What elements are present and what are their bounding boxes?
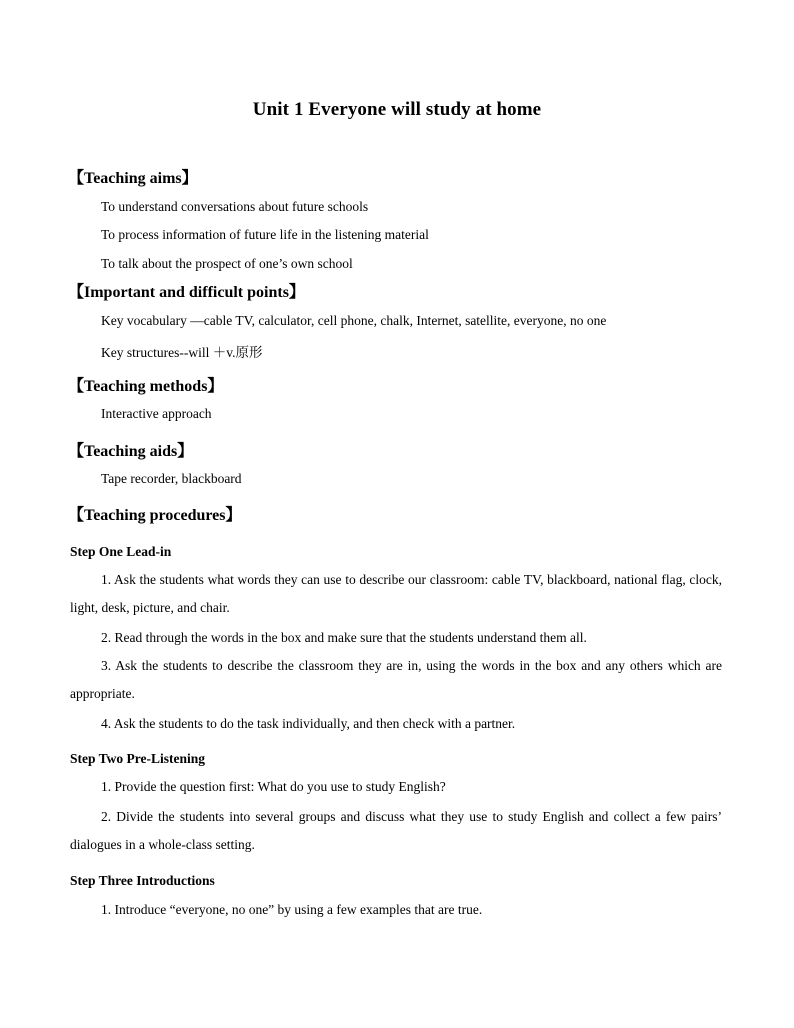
- step-title: Step Three Introductions: [70, 873, 215, 888]
- section-heading-teaching-aims: 【Teaching aims】: [68, 170, 198, 187]
- aid-item: Tape recorder, blackboard: [101, 471, 242, 486]
- aim-item: To understand conversations about future schools: [101, 199, 369, 214]
- aim-item: To process information of future life in the listening material: [101, 227, 429, 242]
- step-title: Step Two Pre-Listening: [70, 751, 206, 766]
- step-paragraph: 1. Provide the question first: What do you use to study English?: [101, 779, 446, 794]
- step-paragraph: 2. Divide the students into several groups and discuss what they use to study English and collect a few pairs’ dialogues in a whole-class setting.: [70, 809, 722, 852]
- step-paragraph: 1. Introduce “everyone, no one” by using a few examples that are true.: [101, 902, 483, 917]
- step-paragraph: 4. Ask the students to do the task individually, and then check with a partner.: [101, 716, 516, 731]
- section-heading-important-points: 【Important and difficult points】: [68, 284, 305, 301]
- step-title: Step One Lead-in: [70, 544, 172, 559]
- document-title: Unit 1 Everyone will study at home: [252, 99, 542, 120]
- step-paragraph: 1. Ask the students what words they can use to describe our classroom: cable TV, blackboard, national flag, clock, light, desk, picture, and chair.: [70, 572, 722, 615]
- section-heading-teaching-procedures: 【Teaching procedures】: [68, 507, 242, 524]
- step-paragraph: 2. Read through the words in the box and make sure that the students understand them all.: [101, 630, 587, 645]
- method-item: Interactive approach: [101, 406, 212, 421]
- step-paragraph: 3. Ask the students to describe the classroom they are in, using the words in the box and any others which are appropriate.: [70, 658, 722, 701]
- aim-item: To talk about the prospect of one’s own school: [101, 256, 353, 271]
- section-heading-teaching-aids: 【Teaching aids】: [68, 443, 194, 460]
- point-item: Key structures--will ＋v.原形: [101, 345, 263, 360]
- point-item: Key vocabulary —cable TV, calculator, cell phone, chalk, Internet, satellite, everyone, no one: [101, 313, 607, 328]
- section-heading-teaching-methods: 【Teaching methods】: [68, 378, 224, 395]
